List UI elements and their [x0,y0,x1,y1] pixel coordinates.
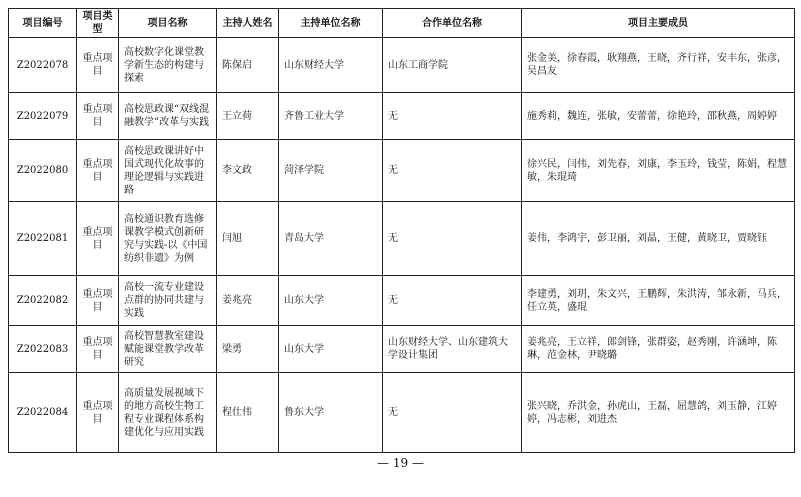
partner-unit: 山东工商学院 [383,38,522,93]
header-partner-unit: 合作单位名称 [383,9,522,38]
host-name: 姜兆亮 [217,276,279,326]
partner-unit: 无 [383,276,522,326]
partner-unit: 无 [383,93,522,140]
table-row [9,93,795,140]
header-members: 项目主要成员 [522,9,795,38]
host-unit: 菏泽学院 [279,140,383,202]
table-row [9,140,795,202]
host-unit: 山东大学 [279,326,383,373]
table-header-row [9,9,795,38]
header-host-name: 主持人姓名 [217,9,279,38]
project-id: Z2022080 [9,140,77,202]
project-name: 高校通识教育选修课教学模式创新研究与实践-以《中国纺织非遗》为例 [119,202,217,276]
project-name: 高校思政课“双线混融教学”改革与实践 [119,93,217,140]
project-type: 重点项目 [77,326,119,373]
header-host-unit: 主持单位名称 [279,9,383,38]
host-name: 陈保启 [217,38,279,93]
members: 徐兴民，闫伟，刘先春，刘康，李玉玲，钱莹，陈娟，程慧敏，朱琨琦 [522,140,795,202]
table-row [9,38,795,93]
project-id: Z2022084 [9,373,77,453]
host-name: 程仕伟 [217,373,279,453]
host-unit: 齐鲁工业大学 [279,93,383,140]
header-project-name: 项目名称 [119,9,217,38]
table-row [9,373,795,453]
project-id: Z2022078 [9,38,77,93]
host-unit: 山东大学 [279,276,383,326]
host-name: 王立荷 [217,93,279,140]
members: 施秀莉，魏连，张敏，安蕾蕾，徐艳玲，邵秋燕，周婷婷 [522,93,795,140]
project-type: 重点项目 [77,140,119,202]
project-id: Z2022081 [9,202,77,276]
project-type: 重点项目 [77,373,119,453]
host-name: 梁勇 [217,326,279,373]
project-name: 高校数字化课堂教学新生态的构建与探索 [119,38,217,93]
project-type: 重点项目 [77,202,119,276]
host-unit: 青岛大学 [279,202,383,276]
members: 张金美，徐春霞，耿翔燕，王晓，齐行祥，安丰东，张彦，吴昌友 [522,38,795,93]
host-name: 闫旭 [217,202,279,276]
project-id: Z2022083 [9,326,77,373]
header-project-id: 项目编号 [9,9,77,38]
partner-unit: 无 [383,373,522,453]
project-type: 重点项目 [77,276,119,326]
project-name: 高校智慧教室建设赋能课堂教学改革研究 [119,326,217,373]
members: 姜兆亮，王立祥，郎剑锋，张群姿，赵秀刚，许涵坤，陈琳，范金林，尹晓璐 [522,326,795,373]
members: 张兴晓，乔洪金，孙虎山，王磊，屈慧鸽，刘玉静，江婷婷，冯志彬，刘进杰 [522,373,795,453]
page-number: — 19 — [377,456,424,470]
host-unit: 山东财经大学 [279,38,383,93]
host-unit: 鲁东大学 [279,373,383,453]
project-table [8,8,795,453]
table-row [9,276,795,326]
project-name: 高校一流专业建设点群的协同共建与实践 [119,276,217,326]
project-id: Z2022082 [9,276,77,326]
host-name: 李文政 [217,140,279,202]
partner-unit: 山东财经大学、山东建筑大学设计集团 [383,326,522,373]
partner-unit: 无 [383,140,522,202]
project-name: 高校思政课讲好中国式现代化故事的理论逻辑与实践进路 [119,140,217,202]
members: 李建勇，刘玥，朱文兴，王鹏辉，朱洪涛，邹永新，马兵，任立英，盛琨 [522,276,795,326]
members: 姜伟，李鸿宇，彭卫丽，刘晶，王健，黄晓卫，贾晓钰 [522,202,795,276]
project-name: 高质量发展视域下的地方高校生物工程专业课程体系构建优化与应用实践 [119,373,217,453]
project-type: 重点项目 [77,38,119,93]
project-type: 重点项目 [77,93,119,140]
project-id: Z2022079 [9,93,77,140]
table-row [9,202,795,276]
header-project-type: 项目类型 [77,9,119,38]
table-row [9,326,795,373]
partner-unit: 无 [383,202,522,276]
